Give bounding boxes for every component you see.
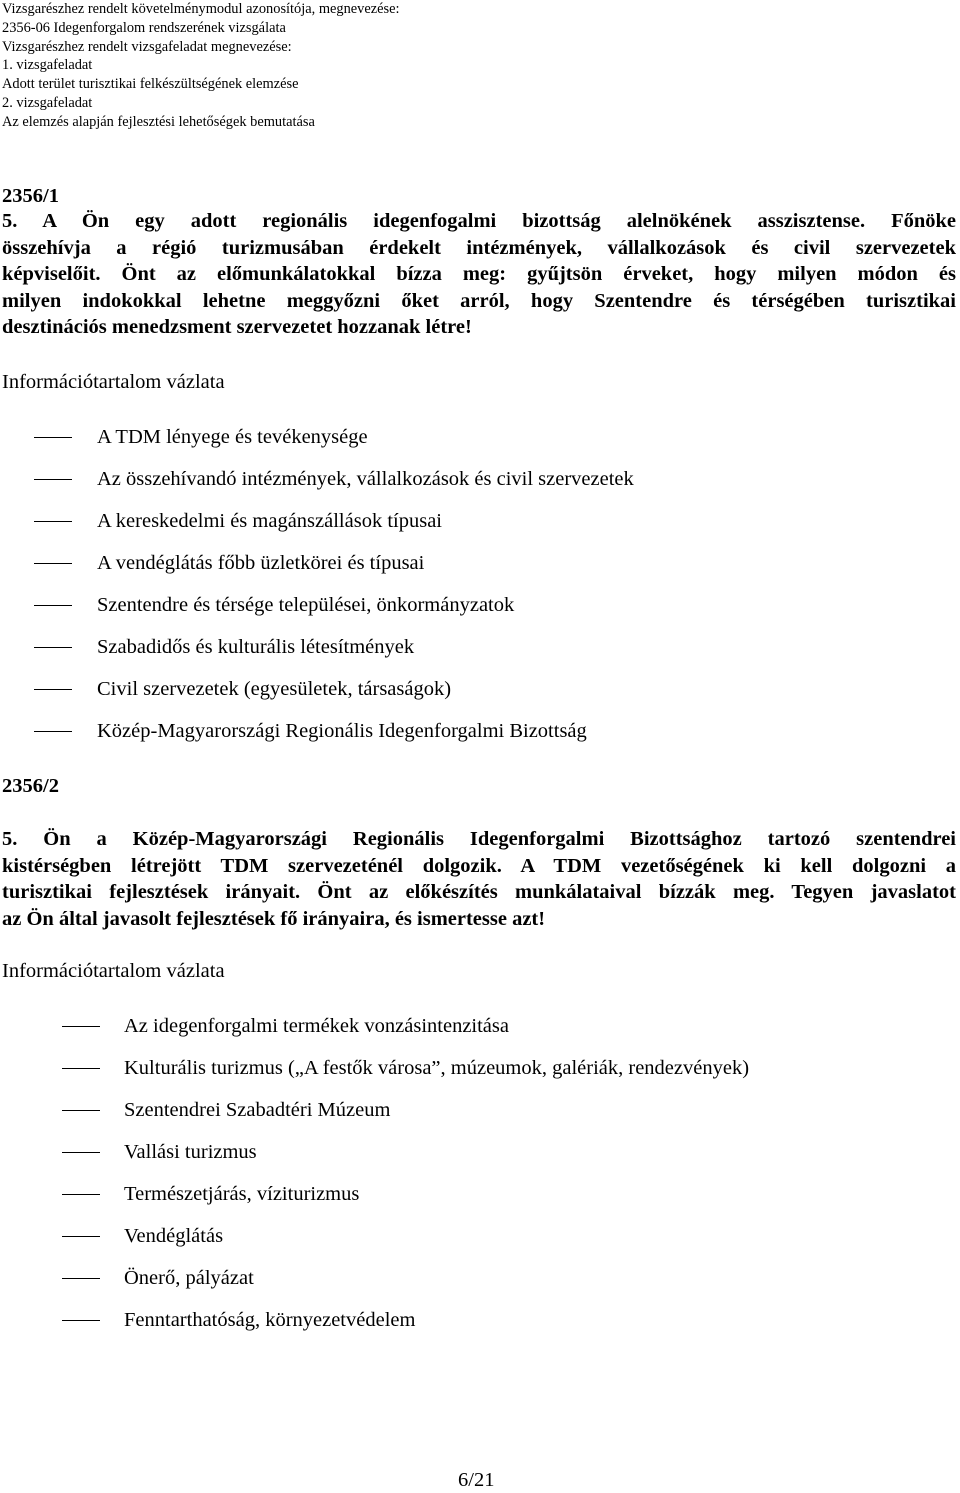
task-1-line: képviselőit. Önt az előmunkálatokkal bízza meg: gyűjtsön érveket, hogy milyen módon és [2,263,956,285]
header-task-2-number: 2. vizsgafeladat [2,94,93,111]
outline-item-text: Természetjárás, víziturizmus [124,1183,360,1205]
task-1-outline-heading: Információtartalom vázlata [2,371,225,393]
outline-item-text: Kulturális turizmus („A festők városa”, múzeumok, galériák, rendezvények) [124,1057,750,1079]
task-1-code: 2356/1 [2,185,59,207]
outline-item-text: Szabadidős és kulturális létesítmények [97,636,415,658]
outline-item-text: A vendéglátás főbb üzletkörei és típusai [97,552,425,574]
page-number: 6/21 [458,1469,495,1491]
dash-bullet-icon [62,1152,100,1153]
task-1-line: 5. A Ön egy adott regionális idegenfogalmi bizottság alelnökének asszisztense. Főnöke [2,210,956,232]
outline-item-text: A TDM lényege és tevékenysége [97,426,368,448]
dash-bullet-icon [62,1320,100,1321]
dash-bullet-icon [62,1026,100,1027]
task-1-line: desztinációs menedzsment szervezetet hozzanak létre! [2,316,472,338]
dash-bullet-icon [62,1236,100,1237]
header-task-2-name: Az elemzés alapján fejlesztési lehetőségek bemutatása [2,113,315,130]
document-header [2,0,952,132]
task-2-code: 2356/2 [2,775,59,797]
task-1-line: milyen indokokkal lehetne meggyőzni őket arról, hogy Szentendre és térségében turisztikai [2,289,956,312]
dash-bullet-icon [34,479,72,480]
header-task-1-number: 1. vizsgafeladat [2,57,93,74]
outline-item-text: A kereskedelmi és magánszállások típusai [97,510,442,532]
task-1-description [2,208,956,341]
header-module-label: Vizsgarészhez rendelt követelménymodul azonosítója, megnevezése: [2,1,400,17]
dash-bullet-icon [62,1194,100,1195]
outline-item-text: Szentendre és térsége települései, önkormányzatok [97,594,515,616]
task-2-line: az Ön által javasolt fejlesztések fő irányaira, és ismertesse azt! [2,907,546,930]
outline-item-text: Szentendrei Szabadtéri Múzeum [124,1099,391,1121]
outline-item-text: Közép-Magyarországi Regionális Idegenforgalmi Bizottság [97,720,587,742]
task-2-description [2,826,956,932]
dash-bullet-icon [34,689,72,690]
task-2-line: turisztikai fejlesztések irányait. Önt az előkészítés munkálataival bízzák meg. Tegyen javaslatot [2,881,956,903]
task-2-outline-heading: Információtartalom vázlata [2,960,225,982]
dash-bullet-icon [34,605,72,606]
outline-item-text: Civil szervezetek (egyesületek, társaságok) [97,678,452,700]
task-1-line: összehívja a régió turizmusában érdekelt intézmények, vállalkozások és civil szervezetek [2,236,956,259]
task-2-line: kistérségben létrejött TDM szervezeténél dolgozik. A TDM vezetőségének ki kell dolgozni a [2,854,956,877]
header-module-name: 2356-06 Idegenforgalom rendszerének vizsgálata [2,19,286,36]
task-2-line: 5. Ön a Közép-Magyarországi Regionális Idegenforgalmi Bizottsághoz tartozó szentendrei [2,828,956,850]
dash-bullet-icon [34,731,72,732]
outline-item-text: Önerő, pályázat [124,1267,254,1289]
outline-item-text: Fenntarthatóság, környezetvédelem [124,1309,416,1331]
dash-bullet-icon [62,1068,100,1069]
outline-item-text: Vendéglátás [124,1225,224,1247]
dash-bullet-icon [34,521,72,522]
dash-bullet-icon [34,437,72,438]
header-task-label: Vizsgarészhez rendelt vizsgafeladat megnevezése: [2,38,292,55]
dash-bullet-icon [34,563,72,564]
outline-item-text: Az idegenforgalmi termékek vonzásintenzitása [124,1015,509,1037]
dash-bullet-icon [34,647,72,648]
outline-item-text: Vallási turizmus [124,1141,257,1163]
header-task-1-name: Adott terület turisztikai felkészültségének elemzése [2,76,299,93]
outline-item-text: Az összehívandó intézmények, vállalkozások és civil szervezetek [97,468,634,490]
dash-bullet-icon [62,1278,100,1279]
dash-bullet-icon [62,1110,100,1111]
